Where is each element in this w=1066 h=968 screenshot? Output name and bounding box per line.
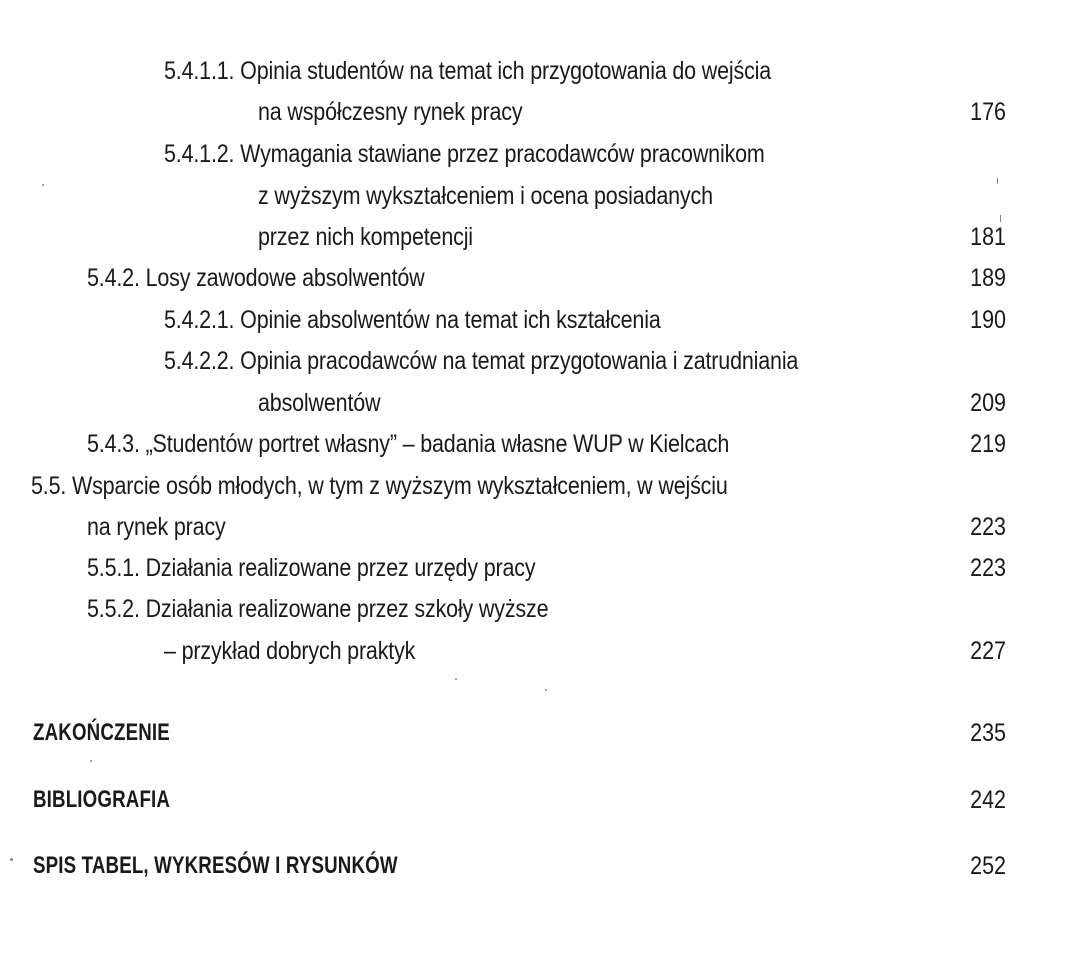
scan-speck <box>997 178 998 184</box>
toc-entry-5-4-2-2-line-2: absolwentów <box>258 389 381 417</box>
toc-page-number: 190 <box>970 306 1006 334</box>
toc-entry-number: 5.4.1.1. <box>164 57 235 85</box>
toc-entry-number: 5.5.2. <box>87 595 140 623</box>
toc-entry-5-4-1-1-line-2: na współczesny rynek pracy <box>258 98 523 126</box>
toc-entry-5-4-1-1-line-1 <box>164 56 771 86</box>
toc-entry-number: 5.5.1. <box>87 554 140 582</box>
toc-entry-number: 5.4.2. <box>87 264 140 292</box>
toc-entry-5-4-1-2-line-3: przez nich kompetencji <box>258 223 473 251</box>
toc-entry-5-5-line-2: na rynek pracy <box>87 513 226 541</box>
scan-speck <box>545 689 547 691</box>
toc-entry-title: Opinia pracodawców na temat przygotowania i zatrudniania <box>240 347 799 375</box>
toc-entry-title: „Studentów portret własny” – badania własne WUP w Kielcach <box>145 430 730 458</box>
toc-entry-number: 5.4.2.2. <box>164 347 235 375</box>
toc-entry-5-4-2-2-line-1 <box>164 346 798 376</box>
toc-page-number: 235 <box>970 719 1006 747</box>
toc-page-number: 223 <box>970 513 1006 541</box>
scan-speck <box>90 760 92 762</box>
toc-page-number: 252 <box>970 852 1006 880</box>
toc-page-number: 219 <box>970 430 1006 458</box>
toc-entry-5-4-2-1 <box>164 305 661 335</box>
toc-entry-5-4-2 <box>87 263 425 293</box>
toc-entry-5-5-line-1 <box>31 471 728 501</box>
scan-speck <box>42 184 44 186</box>
toc-page-number: 223 <box>970 554 1006 582</box>
toc-entry-5-4-3 <box>87 429 729 459</box>
toc-entry-title: Działania realizowane przez szkoły wyższe <box>145 595 549 623</box>
toc-entry-number: 5.4.3. <box>87 430 140 458</box>
toc-entry-5-4-1-2-line-2: z wyższym wykształceniem i ocena posiadanych <box>258 182 713 210</box>
toc-entry-number: 5.4.1.2. <box>164 140 235 168</box>
toc-entry-5-5-2-line-2: – przykład dobrych praktyk <box>164 637 416 665</box>
toc-page-number: 189 <box>970 264 1006 292</box>
toc-entry-5-5-1 <box>87 553 535 583</box>
scan-speck <box>10 858 13 861</box>
toc-entry-title: Opinia studentów na temat ich przygotowania do wejścia <box>240 57 772 85</box>
toc-page-number: 227 <box>970 637 1006 665</box>
toc-entry-5-4-1-2-line-1 <box>164 139 765 169</box>
toc-section-bibliografia: BIBLIOGRAFIA <box>33 786 171 813</box>
toc-page-number: 181 <box>970 223 1006 251</box>
toc-entry-5-5-2-line-1 <box>87 594 548 624</box>
toc-entry-title: Wsparcie osób młodych, w tym z wyższym wykształceniem, w wejściu <box>71 472 728 500</box>
toc-entry-title: Działania realizowane przez urzędy pracy <box>145 554 536 582</box>
toc-page-number: 176 <box>970 98 1006 126</box>
toc-entry-number: 5.4.2.1. <box>164 306 235 334</box>
toc-entry-title: Losy zawodowe absolwentów <box>145 264 425 292</box>
toc-page-number: 242 <box>970 786 1006 814</box>
toc-section-zakonczenie: ZAKOŃCZENIE <box>33 719 170 746</box>
scan-speck <box>455 678 457 680</box>
toc-section-spis-tabel: SPIS TABEL, WYKRESÓW I RYSUNKÓW <box>33 852 398 879</box>
toc-entry-number: 5.5. <box>31 472 67 500</box>
toc-page-number: 209 <box>970 389 1006 417</box>
toc-entry-title: Opinie absolwentów na temat ich kształcenia <box>240 306 661 334</box>
scan-speck <box>1000 215 1001 222</box>
toc-entry-title: Wymagania stawiane przez pracodawców pracownikom <box>240 140 765 168</box>
